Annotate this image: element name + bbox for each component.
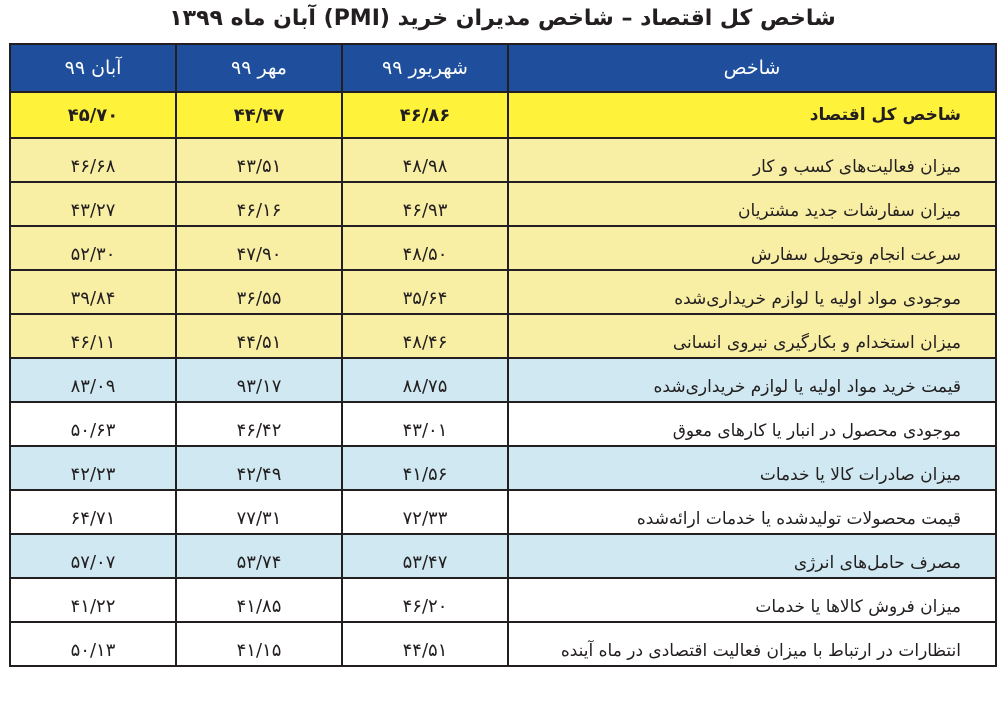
value-cell-shahrivar: ۸۸/۷۵: [342, 358, 508, 402]
value-cell-shahrivar: ۴۶/۲۰: [342, 578, 508, 622]
value-cell-aban: ۵۰/۱۳: [10, 622, 176, 666]
value-cell-aban: ۵۲/۳۰: [10, 226, 176, 270]
table-row: [10, 446, 996, 490]
value-cell-mehr: ۴۶/۱۶: [176, 182, 342, 226]
value-cell-mehr: ۴۱/۸۵: [176, 578, 342, 622]
value-cell-shahrivar: ۵۳/۴۷: [342, 534, 508, 578]
table-header: [10, 44, 996, 92]
value-cell-mehr: ۴۷/۹۰: [176, 226, 342, 270]
value-cell-shahrivar: ۴۱/۵۶: [342, 446, 508, 490]
index-name-cell: انتظارات در ارتباط با میزان فعالیت اقتصادی در ماه آینده: [508, 622, 996, 666]
index-name-cell: میزان فروش کالاها یا خدمات: [508, 578, 996, 622]
value-cell-shahrivar: ۴۸/۴۶: [342, 314, 508, 358]
table-row: [10, 358, 996, 402]
value-cell-shahrivar: ۴۶/۹۳: [342, 182, 508, 226]
table-row: [10, 182, 996, 226]
index-name-cell: شاخص کل اقتصاد: [508, 92, 996, 138]
value-cell-aban: ۶۴/۷۱: [10, 490, 176, 534]
table-row: [10, 402, 996, 446]
value-cell-mehr: ۳۶/۵۵: [176, 270, 342, 314]
value-cell-mehr: ۴۳/۵۱: [176, 138, 342, 182]
page-title: شاخص کل اقتصاد – شاخص مدیران خرید (PMI) آبان ماه ۱۳۹۹: [169, 6, 836, 31]
table-row: [10, 622, 996, 666]
index-name-cell: موجودی محصول در انبار یا کارهای معوق: [508, 402, 996, 446]
index-name-cell: میزان فعالیت‌های کسب و کار: [508, 138, 996, 182]
value-cell-aban: ۴۱/۲۲: [10, 578, 176, 622]
value-cell-aban: ۴۶/۶۸: [10, 138, 176, 182]
total-index-row: [10, 92, 996, 138]
column-header-shahrivar: شهریور ۹۹: [342, 44, 508, 92]
header-row: [10, 44, 996, 92]
column-header-mehr: مهر ۹۹: [176, 44, 342, 92]
value-cell-shahrivar: ۴۸/۹۸: [342, 138, 508, 182]
table-row: [10, 314, 996, 358]
value-cell-aban: ۴۳/۲۷: [10, 182, 176, 226]
value-cell-mehr: ۴۱/۱۵: [176, 622, 342, 666]
index-name-cell: میزان استخدام و بکارگیری نیروی انسانی: [508, 314, 996, 358]
value-cell-shahrivar: ۴۸/۵۰: [342, 226, 508, 270]
value-cell-aban: ۸۳/۰۹: [10, 358, 176, 402]
table-row: [10, 534, 996, 578]
value-cell-shahrivar: ۳۵/۶۴: [342, 270, 508, 314]
value-cell-shahrivar: ۴۴/۵۱: [342, 622, 508, 666]
value-cell-mehr: ۴۶/۴۲: [176, 402, 342, 446]
value-cell-mehr: ۵۳/۷۴: [176, 534, 342, 578]
table-row: [10, 226, 996, 270]
value-cell-mehr: ۴۴/۵۱: [176, 314, 342, 358]
value-cell-shahrivar: ۷۲/۳۳: [342, 490, 508, 534]
value-cell-mehr: ۴۴/۴۷: [176, 92, 342, 138]
value-cell-aban: ۳۹/۸۴: [10, 270, 176, 314]
table-row: [10, 270, 996, 314]
value-cell-mehr: ۴۲/۴۹: [176, 446, 342, 490]
value-cell-mehr: ۷۷/۳۱: [176, 490, 342, 534]
index-name-cell: میزان سفارشات جدید مشتریان: [508, 182, 996, 226]
value-cell-shahrivar: ۴۶/۸۶: [342, 92, 508, 138]
value-cell-aban: ۴۶/۱۱: [10, 314, 176, 358]
table-row: [10, 490, 996, 534]
value-cell-mehr: ۹۳/۱۷: [176, 358, 342, 402]
column-header-index: شاخص: [508, 44, 996, 92]
value-cell-shahrivar: ۴۳/۰۱: [342, 402, 508, 446]
value-cell-aban: ۵۷/۰۷: [10, 534, 176, 578]
index-name-cell: میزان صادرات کالا یا خدمات: [508, 446, 996, 490]
pmi-table: [9, 43, 997, 667]
value-cell-aban: ۴۲/۲۳: [10, 446, 176, 490]
index-name-cell: مصرف حامل‌های انرژی: [508, 534, 996, 578]
table-row: [10, 578, 996, 622]
index-name-cell: قیمت محصولات تولیدشده یا خدمات ارائه‌شده: [508, 490, 996, 534]
value-cell-aban: ۴۵/۷۰: [10, 92, 176, 138]
index-name-cell: قیمت خرید مواد اولیه یا لوازم خریداری‌شده: [508, 358, 996, 402]
value-cell-aban: ۵۰/۶۳: [10, 402, 176, 446]
column-header-aban: آبان ۹۹: [10, 44, 176, 92]
table-row: [10, 138, 996, 182]
table-body: [10, 92, 996, 666]
index-name-cell: موجودی مواد اولیه یا لوازم خریداری‌شده: [508, 270, 996, 314]
index-name-cell: سرعت انجام وتحویل سفارش: [508, 226, 996, 270]
